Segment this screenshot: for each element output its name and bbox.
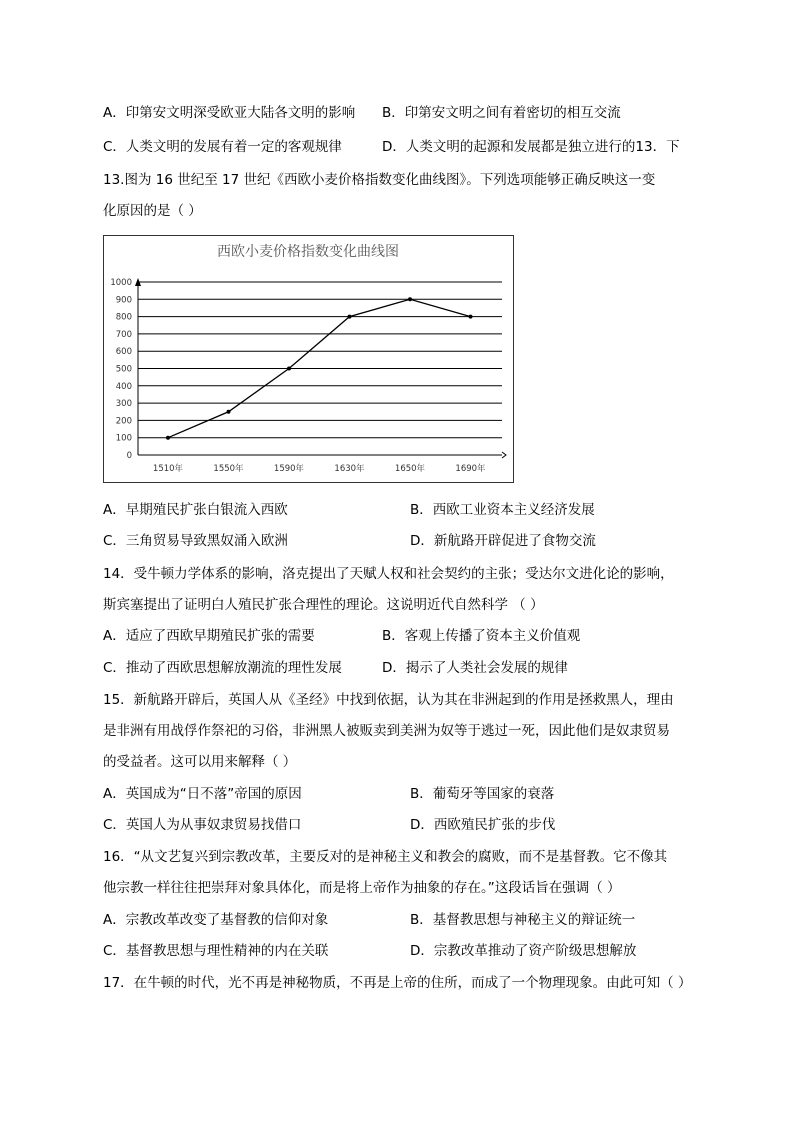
x-tick-label: 1650年	[394, 464, 426, 474]
x-tick-label: 1510年	[152, 464, 184, 474]
q14-option-a: A．适应了西欧早期殖民扩张的需要	[103, 628, 315, 644]
q13-stem-line1: 13.图为 16 世纪至 17 世纪《西欧小麦价格指数变化曲线图》。下列选项能够正确反映这一变	[103, 172, 656, 188]
y-tick-label: 800	[115, 312, 132, 323]
q15-option-d: D．西欧殖民扩张的步伐	[410, 817, 556, 833]
data-point	[287, 367, 291, 371]
y-tick-label: 1000	[110, 278, 132, 288]
q15-option-c: C．英国人为从事奴隶贸易找借口	[103, 817, 302, 833]
y-tick-label: 600	[115, 347, 132, 358]
q13-option-a: A．早期殖民扩张白银流入西欧	[103, 502, 288, 518]
q12-option-c: C．人类文明的发展有着一定的客观规律	[103, 139, 342, 155]
x-tick-label: 1590年	[273, 464, 305, 474]
chart-canvas	[104, 236, 513, 482]
q13-option-c: C．三角贸易导致黑奴涌入欧洲	[103, 533, 288, 549]
x-tick-label: 1550年	[213, 464, 244, 474]
data-point	[408, 297, 412, 301]
q14-stem-line1: 14．受牛顿力学体系的影响，洛克提出了天赋人权和社会契约的主张；受达尔文进化论的影响，	[103, 566, 674, 582]
q14-option-c: C．推动了西欧思想解放潮流的理性发展	[103, 660, 342, 676]
y-tick-label: 500	[115, 364, 132, 375]
q14-option-b: B．客观上传播了资本主义价值观	[382, 628, 581, 644]
data-point	[166, 436, 170, 440]
q15-stem-line1: 15．新航路开辟后，英国人从《圣经》中找到依据，认为其在非洲起到的作用是拯救黑人，理由	[103, 692, 674, 708]
x-axis-arrow	[502, 452, 506, 458]
q14-stem-line2: 斯宾塞提出了证明白人殖民扩张合理性的理论。这说明近代自然科学 （ ）	[103, 597, 544, 613]
y-tick-label: 400	[115, 381, 132, 392]
q14-option-d: D．揭示了人类社会发展的规律	[382, 660, 568, 676]
x-tick-label: 1690年	[455, 464, 486, 474]
q16-stem-line2: 他宗教一样往往把崇拜对象具体化，而是将上帝作为抽象的存在。”这段话旨在强调（ ）	[103, 880, 621, 896]
q13-option-b: B．西欧工业资本主义经济发展	[410, 502, 595, 518]
y-tick-label: 300	[115, 399, 132, 410]
q16-option-c: C．基督教思想与理性精神的内在关联	[103, 943, 329, 959]
q15-option-a: A．英国成为“日不落”帝国的原因	[103, 786, 302, 802]
q15-option-b: B．葡萄牙等国家的衰落	[410, 786, 555, 802]
q16-stem-line1: 16．“从文艺复兴到宗教改革，主要反对的是神秘主义和教会的腐败，而不是基督教。它不像其	[103, 849, 668, 865]
data-point	[227, 410, 231, 414]
q13-option-d: D．新航路开辟促进了食物交流	[410, 533, 596, 549]
q15-stem-line3: 的受益者。这可以用来解释（ ）	[103, 754, 297, 770]
q12-option-d: D．人类文明的起源和发展都是独立进行的13．下	[382, 139, 680, 155]
q15-stem-line2: 是非洲有用战俘作祭祀的习俗，非洲黑人被贩卖到美洲为奴等于逃过一死，因此他们是奴隶贸易	[103, 723, 670, 739]
y-tick-label: 900	[115, 295, 132, 306]
y-tick-label: 100	[115, 433, 132, 444]
x-tick-label: 1630年	[334, 464, 365, 474]
y-tick-label: 700	[115, 329, 132, 340]
q17-stem-line1: 17．在牛顿的时代，光不再是神秘物质，不再是上帝的住所，而成了一个物理现象。由此可知（ ）	[103, 975, 692, 991]
q13-stem-line2: 化原因的是（ ）	[103, 203, 202, 219]
wheat-price-chart	[103, 235, 514, 483]
q16-option-d: D．宗教改革推动了资产阶级思想解放	[410, 943, 637, 959]
q16-option-b: B．基督教思想与神秘主义的辩证统一	[410, 912, 636, 928]
data-point	[348, 315, 352, 319]
chart-title: 西欧小麦价格指数变化曲线图	[217, 244, 399, 260]
q12-option-b: B．印第安文明之间有着密切的相互交流	[382, 105, 621, 121]
q16-option-a: A．宗教改革改变了基督教的信仰对象	[103, 912, 329, 928]
q12-option-a: A．印第安文明深受欧亚大陆各文明的影响	[103, 105, 356, 121]
y-tick-label: 0	[126, 451, 132, 461]
y-tick-label: 200	[115, 416, 132, 427]
data-point	[469, 315, 473, 319]
